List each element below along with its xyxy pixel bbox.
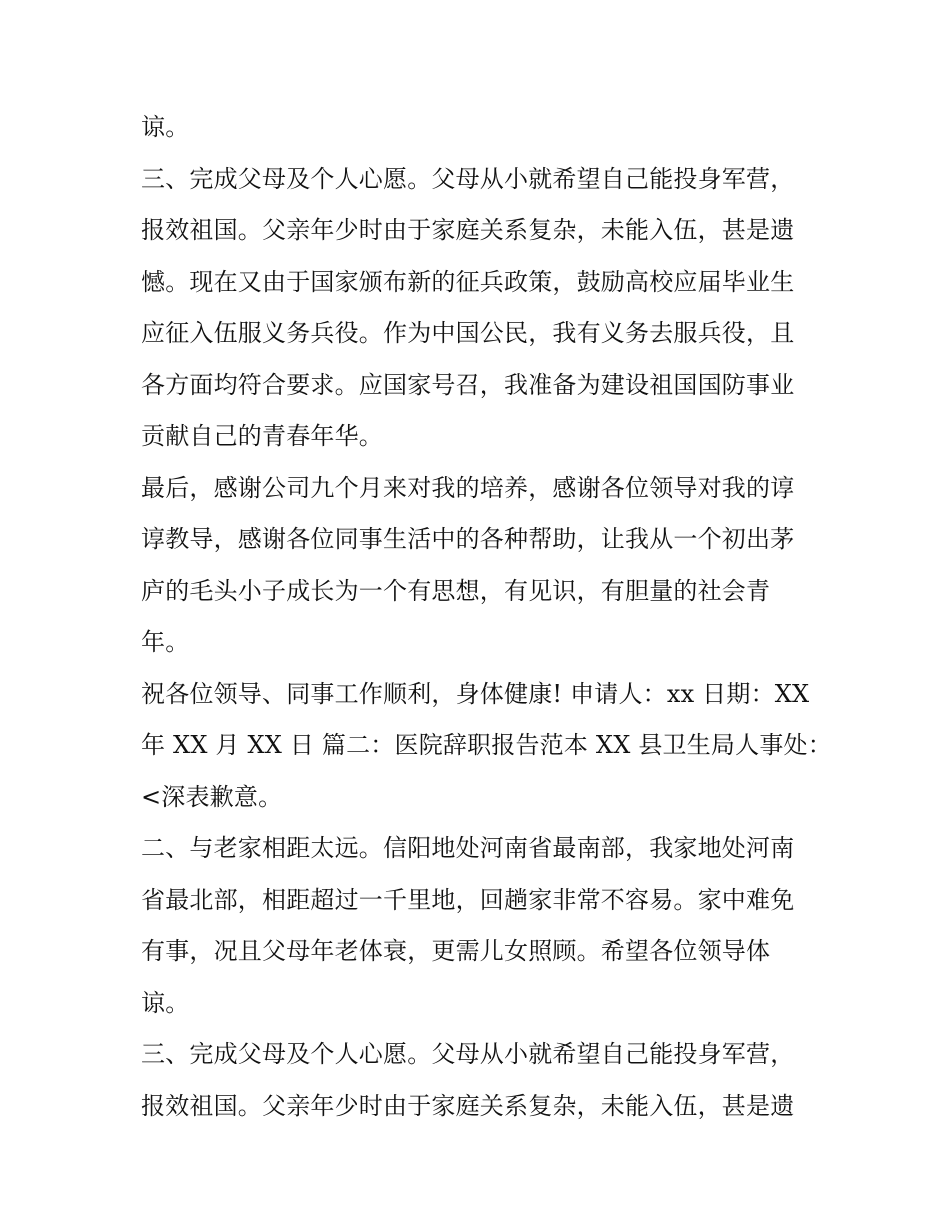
text-line: <深表歉意。 [141, 782, 283, 811]
text-line: 报效祖国。父亲年少时由于家庭关系复杂，未能入伍，甚是遗 [141, 216, 795, 244]
text-line: 庐的毛头小子成长为一个有思想，有见识，有胆量的社会青 [141, 576, 771, 605]
text-line: 憾。现在又由于国家颁布新的征兵政策，鼓励高校应届毕业生 [141, 267, 795, 296]
text-line: 年 XX 月 XX 日 篇二：医院辞职报告范本 XX 县卫生局人事处： [141, 731, 832, 759]
text-line: 应征入伍服义务兵役。作为中国公民，我有义务去服兵役，且 [141, 319, 795, 347]
text-line: 有事，况且父母年老体衰，更需儿女照顾。希望各位领导体 [141, 937, 771, 965]
text-line: 二、与老家相距太远。信阳地处河南省最南部，我家地处河南 [141, 834, 795, 862]
text-line: 年。 [141, 628, 190, 656]
text-line: 省最北部，相距超过一千里地，回趟家非常不容易。家中难免 [141, 885, 795, 914]
text-line: 各方面均符合要求。应国家号召，我准备为建设祖国国防事业 [141, 370, 795, 399]
text-line: 祝各位领导、同事工作顺利，身体健康! 申请人：xx 日期：XX [141, 679, 810, 708]
text-line: 报效祖国。父亲年少时由于家庭关系复杂，未能入伍，甚是遗 [141, 1091, 795, 1120]
text-line: 三、完成父母及个人心愿。父母从小就希望自己能投身军营， [141, 164, 795, 193]
text-line: 谅。 [141, 988, 190, 1017]
text-line: 三、完成父母及个人心愿。父母从小就希望自己能投身军营， [141, 1040, 795, 1068]
text-line: 贡献自己的青春年华。 [141, 422, 383, 450]
text-line: 谆教导，感谢各位同事生活中的各种帮助，让我从一个初出茅 [141, 525, 795, 553]
text-line: 最后，感谢公司九个月来对我的培养，感谢各位领导对我的谆 [141, 473, 795, 502]
document-body [141, 102, 832, 1132]
text-line: 谅。 [141, 113, 190, 141]
